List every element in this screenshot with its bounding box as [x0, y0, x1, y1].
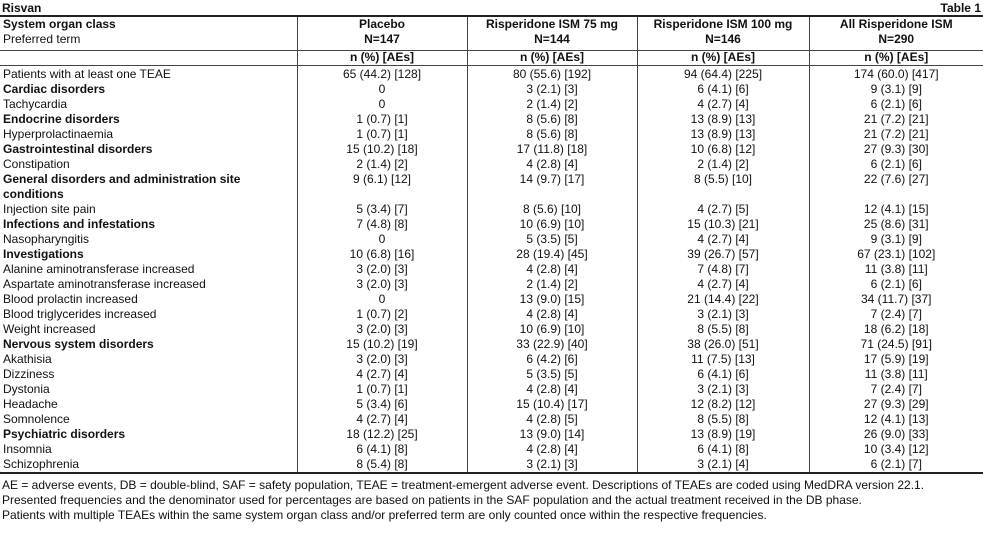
value-cell: 34 (11.7) [37] [809, 292, 983, 307]
table-row [0, 457, 983, 473]
value-cell: 6 (4.2) [6] [467, 352, 637, 367]
value-cell: 9 (3.1) [9] [809, 82, 983, 97]
table-row [0, 97, 983, 112]
column-header-row [0, 17, 983, 51]
table-row [0, 157, 983, 172]
table-row [0, 397, 983, 412]
table-row [0, 277, 983, 292]
value-cell: 10 (6.9) [10] [467, 217, 637, 232]
table-row [0, 442, 983, 457]
preferred-term-label: Weight increased [3, 322, 96, 336]
system-organ-class-label: General disorders and administration site conditions [3, 172, 241, 201]
system-organ-class-row [0, 82, 983, 97]
preferred-term-label: Insomnia [3, 442, 52, 456]
value-cell: 2 (1.4) [2] [637, 157, 809, 172]
value-cell: 6 (2.1) [6] [809, 97, 983, 112]
value-cell: 12 (8.2) [12] [637, 397, 809, 412]
preferred-term-label: Hyperprolactinaemia [3, 127, 114, 141]
value-cell: 2 (1.4) [2] [467, 97, 637, 112]
value-cell: 14 (9.7) [17] [467, 172, 637, 202]
value-cell: 94 (64.4) [225] [637, 66, 809, 83]
value-cell: 3 (2.0) [3] [297, 262, 467, 277]
value-cell: 18 (12.2) [25] [297, 427, 467, 442]
value-cell: 8 (5.5) [8] [637, 322, 809, 337]
column-n: N=144 [534, 32, 570, 46]
table-row [0, 412, 983, 427]
preferred-term-label: Constipation [3, 157, 70, 171]
value-cell: 3 (2.1) [3] [637, 382, 809, 397]
value-cell: 71 (24.5) [91] [809, 337, 983, 352]
preferred-term-label: Akathisia [3, 352, 52, 366]
value-cell: 4 (2.8) [4] [467, 382, 637, 397]
value-cell: 15 (10.3) [21] [637, 217, 809, 232]
table-row [0, 307, 983, 322]
value-cell: 7 (4.8) [7] [637, 262, 809, 277]
unit-label: n (%) [AEs] [637, 51, 809, 66]
value-cell: 13 (9.0) [15] [467, 292, 637, 307]
row-header-line1: System organ class [3, 17, 116, 31]
preferred-term-label: Injection site pain [3, 202, 96, 216]
table-row [0, 232, 983, 247]
column-title: All Risperidone ISM [839, 17, 953, 31]
row-header [0, 17, 297, 51]
value-cell: 8 (5.6) [8] [467, 127, 637, 142]
value-cell: 0 [297, 232, 467, 247]
value-cell: 7 (2.4) [7] [809, 307, 983, 322]
value-cell: 6 (4.1) [8] [637, 442, 809, 457]
value-cell: 4 (2.7) [4] [637, 232, 809, 247]
value-cell: 3 (2.0) [3] [297, 277, 467, 292]
value-cell: 13 (8.9) [13] [637, 112, 809, 127]
document-header [0, 0, 983, 17]
table-row [0, 367, 983, 382]
value-cell: 10 (3.4) [12] [809, 442, 983, 457]
value-cell: 3 (2.1) [3] [467, 82, 637, 97]
value-cell: 4 (2.7) [5] [637, 202, 809, 217]
column-title: Risperidone ISM 75 mg [485, 17, 619, 31]
value-cell: 15 (10.2) [18] [297, 142, 467, 157]
value-cell: 12 (4.1) [13] [809, 412, 983, 427]
value-cell: 22 (7.6) [27] [809, 172, 983, 202]
unit-label: n (%) [AEs] [467, 51, 637, 66]
footnote: Presented frequencies and the denominator used for percentages are based on patients in the SAF population and the actual treatment received in the DB phase. [2, 493, 862, 507]
column-header-placebo [297, 17, 467, 51]
preferred-term-label: Schizophrenia [0, 457, 297, 473]
column-header-ism-100 [637, 17, 809, 51]
value-cell: 4 (2.8) [5] [467, 412, 637, 427]
unit-label: n (%) [AEs] [297, 51, 467, 66]
system-organ-class-label: Investigations [3, 247, 84, 261]
system-organ-class-label: Cardiac disorders [3, 82, 106, 96]
value-cell: 13 (9.0) [14] [467, 427, 637, 442]
system-organ-class-row [0, 427, 983, 442]
value-cell: 4 (2.7) [4] [637, 277, 809, 292]
preferred-term-label: Nasopharyngitis [3, 232, 90, 246]
adverse-events-table [0, 17, 983, 474]
value-cell: 39 (26.7) [57] [637, 247, 809, 262]
table-row [0, 322, 983, 337]
value-cell: 7 (2.4) [7] [809, 382, 983, 397]
system-organ-class-label: Gastrointestinal disorders [3, 142, 153, 156]
value-cell: 4 (2.7) [4] [637, 97, 809, 112]
preferred-term-label: Tachycardia [3, 97, 68, 111]
value-cell: 3 (2.0) [3] [297, 352, 467, 367]
table-row [0, 127, 983, 142]
unit-label: n (%) [AEs] [809, 51, 983, 66]
column-header-ism-75 [467, 17, 637, 51]
unit-row [0, 51, 983, 66]
column-title: Risperidone ISM 100 mg [653, 17, 793, 31]
value-cell: 5 (3.5) [5] [467, 367, 637, 382]
table-row [0, 262, 983, 277]
footnotes [0, 474, 983, 523]
value-cell: 17 (5.9) [19] [809, 352, 983, 367]
system-organ-class-label: Endocrine disorders [3, 112, 120, 126]
value-cell: 6 (2.1) [6] [809, 277, 983, 292]
value-cell: 21 (14.4) [22] [637, 292, 809, 307]
system-organ-class-row [0, 337, 983, 352]
value-cell: 12 (4.1) [15] [809, 202, 983, 217]
row-header-line2: Preferred term [3, 32, 81, 46]
system-organ-class-row [0, 172, 983, 202]
footnote: Patients with multiple TEAEs within the same system organ class and/or preferred term are only counted once within the respective frequencies. [2, 508, 767, 522]
value-cell: 1 (0.7) [1] [297, 382, 467, 397]
value-cell: 4 (2.8) [4] [467, 307, 637, 322]
preferred-term-label: Dystonia [3, 382, 50, 396]
value-cell: 26 (9.0) [33] [809, 427, 983, 442]
value-cell: 4 (2.8) [4] [467, 157, 637, 172]
preferred-term-label: Alanine aminotransferase increased [3, 262, 195, 276]
preferred-term-label: Aspartate aminotransferase increased [3, 277, 206, 291]
value-cell: 4 (2.8) [4] [467, 442, 637, 457]
value-cell: 33 (22.9) [40] [467, 337, 637, 352]
footnote: AE = adverse events, DB = double-blind, SAF = safety population, TEAE = treatment-emergent adverse event. Descriptions of TEAEs are coded using MedDRA version 22.1. [2, 478, 925, 492]
value-cell: 9 (3.1) [9] [809, 232, 983, 247]
value-cell: 15 (10.4) [17] [467, 397, 637, 412]
value-cell: 18 (6.2) [18] [809, 322, 983, 337]
value-cell: 11 (7.5) [13] [637, 352, 809, 367]
column-header-all-ism [809, 17, 983, 51]
value-cell: 8 (5.5) [8] [637, 412, 809, 427]
value-cell: 0 [297, 82, 467, 97]
system-organ-class-row [0, 217, 983, 232]
column-n: N=147 [364, 32, 400, 46]
value-cell: 5 (3.4) [6] [297, 397, 467, 412]
value-cell: 1 (0.7) [2] [297, 307, 467, 322]
preferred-term-label: Blood triglycerides increased [3, 307, 157, 321]
value-cell: 9 (6.1) [12] [297, 172, 467, 202]
value-cell: 3 (2.1) [3] [637, 307, 809, 322]
value-cell: 13 (8.9) [19] [637, 427, 809, 442]
table-row [0, 352, 983, 367]
value-cell: 4 (2.7) [4] [297, 412, 467, 427]
system-organ-class-row [0, 142, 983, 157]
table-row [0, 382, 983, 397]
value-cell: 3 (2.1) [3] [467, 457, 637, 473]
table-label: Table 1 [940, 0, 981, 15]
value-cell: 1 (0.7) [1] [297, 112, 467, 127]
column-n: N=290 [878, 32, 915, 46]
value-cell: 8 (5.6) [10] [467, 202, 637, 217]
value-cell: 65 (44.2) [128] [297, 66, 467, 83]
value-cell: 0 [297, 97, 467, 112]
drug-name: Risvan [2, 0, 42, 15]
system-organ-class-label: Infections and infestations [3, 217, 156, 231]
unit-blank [0, 51, 297, 66]
table-row [0, 292, 983, 307]
column-n: N=146 [705, 32, 741, 46]
value-cell: 6 (2.1) [6] [809, 157, 983, 172]
value-cell: 4 (2.7) [4] [297, 367, 467, 382]
value-cell: 6 (2.1) [7] [809, 457, 983, 473]
preferred-term-label: Patients with at least one TEAE [3, 67, 171, 81]
table-body [0, 66, 983, 474]
value-cell: 8 (5.6) [8] [467, 112, 637, 127]
value-cell: 0 [297, 292, 467, 307]
value-cell: 11 (3.8) [11] [809, 262, 983, 277]
value-cell: 2 (1.4) [2] [467, 277, 637, 292]
column-title: Placebo [358, 17, 406, 31]
value-cell: 10 (6.8) [16] [297, 247, 467, 262]
value-cell: 13 (8.9) [13] [637, 127, 809, 142]
value-cell: 21 (7.2) [21] [809, 127, 983, 142]
value-cell: 5 (3.4) [7] [297, 202, 467, 217]
system-organ-class-row [0, 247, 983, 262]
value-cell: 6 (4.1) [6] [637, 82, 809, 97]
value-cell: 2 (1.4) [2] [297, 157, 467, 172]
value-cell: 6 (4.1) [6] [637, 367, 809, 382]
value-cell: 4 (2.8) [4] [467, 262, 637, 277]
value-cell: 15 (10.2) [19] [297, 337, 467, 352]
value-cell: 6 (4.1) [8] [297, 442, 467, 457]
value-cell: 3 (2.1) [4] [637, 457, 809, 473]
value-cell: 8 (5.5) [10] [637, 172, 809, 202]
table-row [0, 66, 983, 83]
table-row [0, 202, 983, 217]
value-cell: 7 (4.8) [8] [297, 217, 467, 232]
preferred-term-label: Dizziness [3, 367, 55, 381]
value-cell: 5 (3.5) [5] [467, 232, 637, 247]
value-cell: 11 (3.8) [11] [809, 367, 983, 382]
value-cell: 174 (60.0) [417] [809, 66, 983, 83]
value-cell: 80 (55.6) [192] [467, 66, 637, 83]
preferred-term-label: Headache [3, 397, 58, 411]
value-cell: 21 (7.2) [21] [809, 112, 983, 127]
value-cell: 10 (6.9) [10] [467, 322, 637, 337]
value-cell: 28 (19.4) [45] [467, 247, 637, 262]
system-organ-class-label: Nervous system disorders [3, 337, 154, 351]
value-cell: 27 (9.3) [29] [809, 397, 983, 412]
system-organ-class-row [0, 112, 983, 127]
value-cell: 27 (9.3) [30] [809, 142, 983, 157]
value-cell: 17 (11.8) [18] [467, 142, 637, 157]
value-cell: 1 (0.7) [1] [297, 127, 467, 142]
value-cell: 67 (23.1) [102] [809, 247, 983, 262]
system-organ-class-label: Psychiatric disorders [3, 427, 126, 441]
preferred-term-label: Blood prolactin increased [3, 292, 138, 306]
value-cell: 3 (2.0) [3] [297, 322, 467, 337]
value-cell: 38 (26.0) [51] [637, 337, 809, 352]
value-cell: 10 (6.8) [12] [637, 142, 809, 157]
value-cell: 8 (5.4) [8] [297, 457, 467, 473]
preferred-term-label: Somnolence [3, 412, 70, 426]
value-cell: 25 (8.6) [31] [809, 217, 983, 232]
